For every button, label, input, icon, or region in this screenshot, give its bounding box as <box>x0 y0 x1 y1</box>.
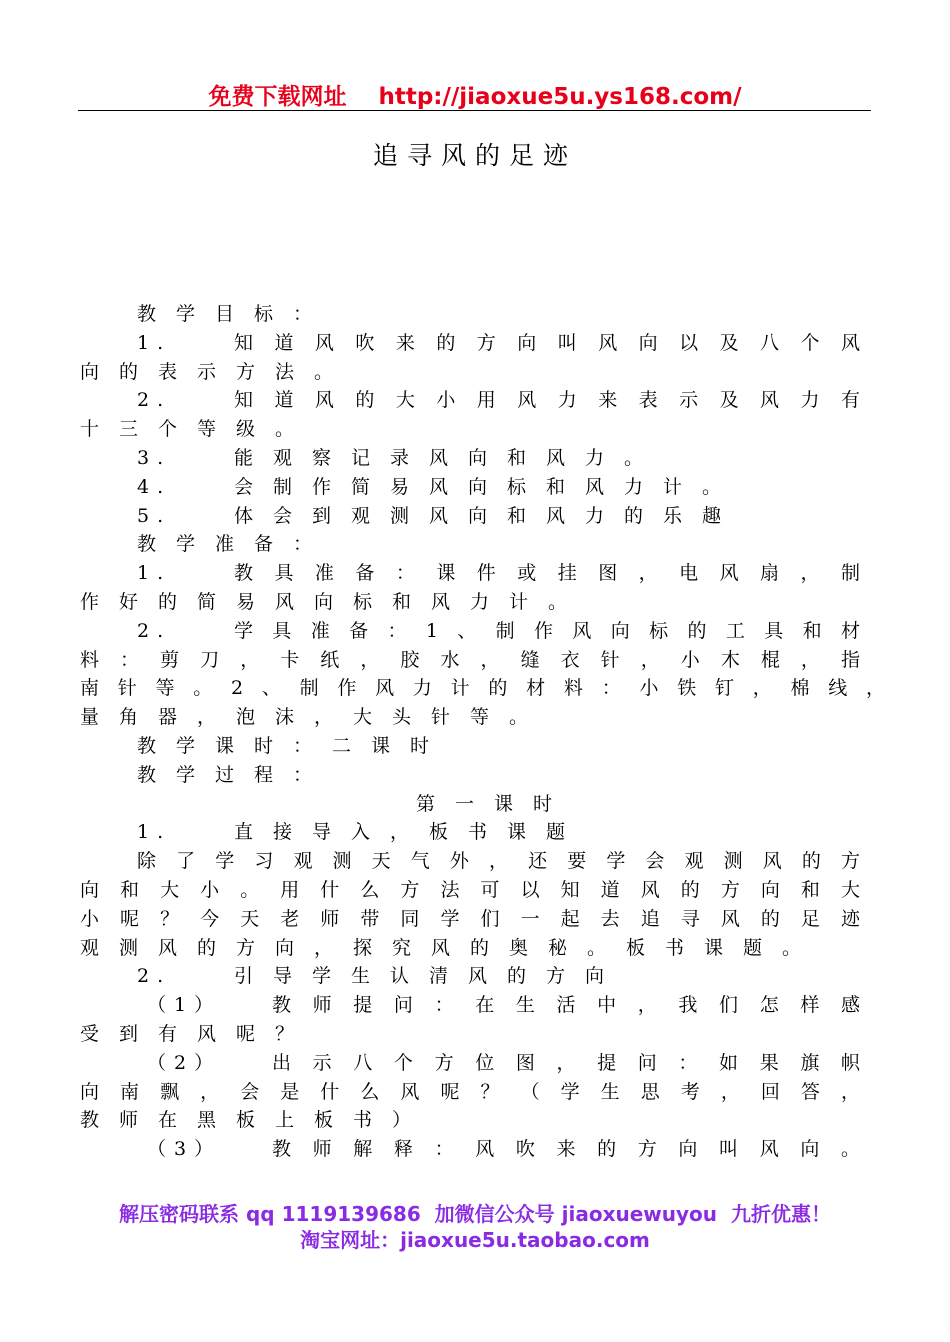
line-text: 向的表示方法。 <box>80 360 354 383</box>
line-text: 知道风的大小用风力来表示及风力有 <box>234 389 860 412</box>
text-line <box>80 703 860 732</box>
line-text: 教具准备：课件或挂图，电风扇，制 <box>234 562 860 585</box>
text-line <box>80 991 860 1020</box>
text-line <box>80 473 860 502</box>
text-line <box>80 847 860 876</box>
line-text: 教学目标： <box>137 303 333 325</box>
line-text: 受到有风呢？ <box>80 1022 315 1045</box>
text-line <box>80 934 860 963</box>
header-divider <box>78 110 871 111</box>
text-line <box>80 502 860 531</box>
text-line <box>80 358 860 387</box>
text-line <box>80 761 860 790</box>
line-text: 体会到观测风向和风力的乐趣 <box>234 504 742 527</box>
line-text: 教师提问：在生活中，我们怎样感 <box>272 994 860 1017</box>
footer-contact-line: 解压密码联系 qq 1119139686 加微信公众号 jiaoxuewuyou 九折优惠！ <box>119 1202 831 1226</box>
line-text: 料：剪刀，卡纸，胶水，缝衣针，小木棍，指 <box>80 648 860 671</box>
line-text: 知道风吹来的方向叫风向以及八个风 <box>234 331 860 354</box>
line-text: 出示八个方位图，提问：如果旗帜 <box>272 1051 860 1074</box>
line-text: 教师解释：风吹来的方向叫风向。 <box>272 1138 860 1161</box>
text-line <box>80 646 860 675</box>
line-text: 教学准备： <box>137 533 333 556</box>
line-text: 小呢？今天老师带同学们一起去追寻风的足迹 <box>80 907 860 930</box>
text-line <box>80 1135 860 1164</box>
text-line <box>80 1020 860 1049</box>
item-number: 2. <box>137 619 172 642</box>
line-text: 除了学习观测天气外，还要学会观测风的方 <box>137 850 860 873</box>
item-number: 1. <box>137 562 172 585</box>
text-line <box>80 329 860 358</box>
line-text: 向和大小。用什么方法可以知道风的方向和大 <box>80 878 860 901</box>
item-number: 4. <box>137 475 172 498</box>
text-line <box>80 444 860 473</box>
download-url-header: 免费下载网址 http://jiaoxue5u.ys168.com/ <box>208 84 742 110</box>
line-text: 第一课时 <box>415 792 572 815</box>
item-number: 3. <box>137 446 172 469</box>
line-text: 能观察记录风向和风力。 <box>234 446 664 469</box>
item-number: （2） <box>147 1051 222 1074</box>
text-line <box>80 588 860 617</box>
item-number: 1. <box>137 331 172 354</box>
document-title: 追寻风的足迹 <box>372 141 577 170</box>
text-line <box>80 790 860 819</box>
text-line <box>80 674 885 703</box>
text-line <box>80 300 860 329</box>
text-line <box>80 415 860 444</box>
text-line <box>80 905 860 934</box>
text-line <box>80 818 860 847</box>
line-text: 南针等。2、制作风力计的材料：小铁钉，棉线， <box>80 677 885 700</box>
text-line <box>80 530 860 559</box>
text-line <box>80 732 860 761</box>
item-number: （3） <box>147 1138 222 1161</box>
line-text: 会制作简易风向标和风力计。 <box>234 475 742 498</box>
item-number: 2. <box>137 965 172 988</box>
line-text: 作好的简易风向标和风力计。 <box>80 590 588 613</box>
line-text: 引导学生认清风的方向 <box>234 965 625 988</box>
document-body <box>80 300 885 1164</box>
text-line <box>80 1049 860 1078</box>
line-text: 向南飘，会是什么风呢？（学生思考，回答， <box>80 1080 860 1103</box>
line-text: 学具准备：1、制作风向标的工具和材 <box>234 619 860 642</box>
line-text: 教学课时：二课时 <box>137 734 450 757</box>
text-line <box>80 876 860 905</box>
text-line <box>80 1078 860 1107</box>
line-text: 直接导入，板书课题 <box>234 821 586 844</box>
text-line <box>80 617 860 646</box>
item-number: 5. <box>137 504 172 527</box>
line-text: 观测风的方向，探究风的奥秘。板书课题。 <box>80 936 822 959</box>
item-number: 2. <box>137 389 172 412</box>
line-text: 十三个等级。 <box>80 418 315 441</box>
line-text: 教学过程： <box>137 763 333 786</box>
line-text: 量角器，泡沫，大头针等。 <box>80 706 549 729</box>
item-number: （1） <box>147 994 222 1017</box>
footer-taobao-line: 淘宝网址：jiaoxue5u.taobao.com <box>300 1228 650 1252</box>
text-line <box>80 962 860 991</box>
text-line <box>80 1106 860 1135</box>
text-line <box>80 386 860 415</box>
text-line <box>80 559 860 588</box>
line-text: 教师在黑板上板书） <box>80 1109 432 1132</box>
item-number: 1. <box>137 821 172 844</box>
